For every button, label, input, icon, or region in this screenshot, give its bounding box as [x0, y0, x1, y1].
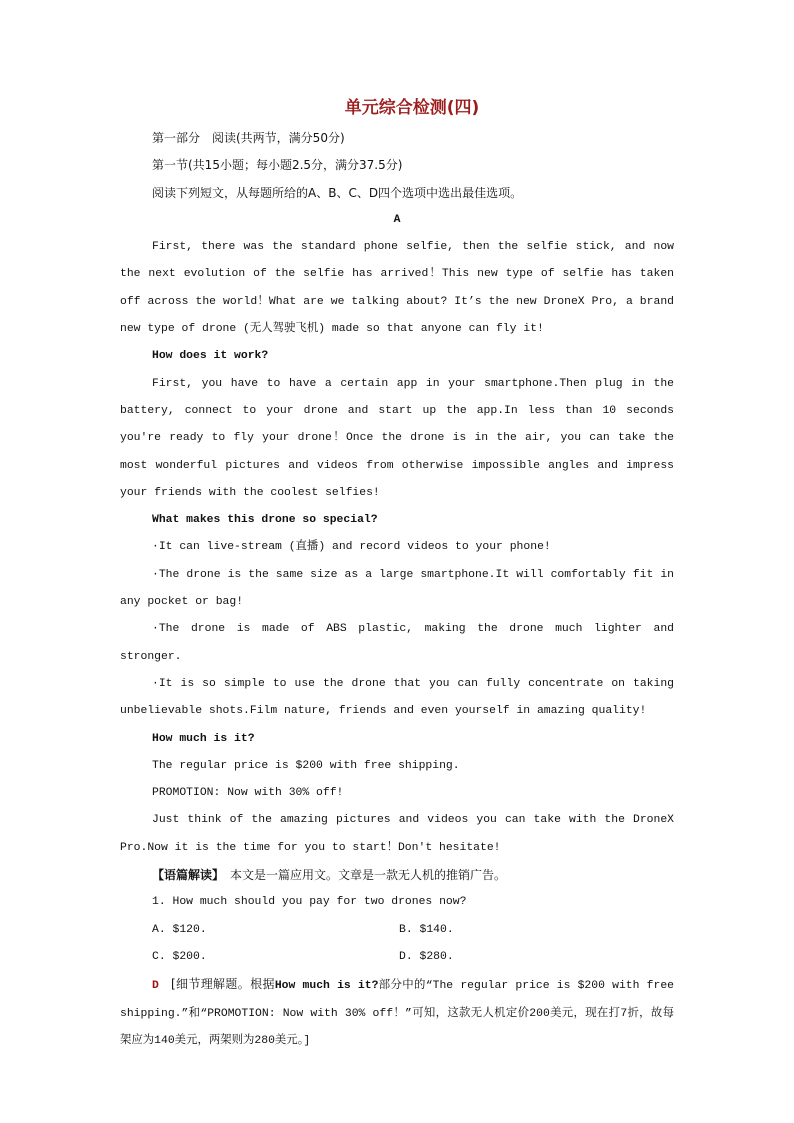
option-a: A. $120. [152, 923, 207, 936]
paragraph: Just think of the amazing pictures and videos you can take with the DroneX Pro.Now it is the time for you to start！Don't hesitate! [120, 814, 674, 854]
answer-letter: D [152, 980, 159, 993]
options-row [120, 917, 674, 944]
analysis-label: 【语篇解读】 [152, 868, 219, 883]
options-row [120, 944, 674, 971]
option-d: D. $280. [399, 950, 454, 963]
analysis [120, 862, 674, 889]
subheading: How does it work? [152, 350, 269, 363]
bullet-item: ·The drone is the same size as a large smartphone.It will comfortably fit in any pocket or bag! [120, 568, 674, 609]
bullet-item: ·The drone is made of ABS plastic, making the drone much lighter and stronger. [120, 623, 674, 663]
page-title: 单元综合检测(四) [344, 98, 480, 118]
section-subheading: 第一节(共15小题；每小题2.5分，满分37.5分) [152, 158, 403, 173]
paragraph: PROMOTION: Now with 30% off! [152, 787, 344, 800]
subheading: What makes this drone so special? [152, 514, 378, 527]
section-heading: 第一部分 阅读(共两节，满分50分) [152, 131, 345, 145]
explanation-bold: How much is it? [274, 980, 379, 993]
bullet-item: ·It is so simple to use the drone that you can fully concentrate on taking unbelievable shots.Film nature, friends and even yourself in amazing quality! [120, 677, 674, 718]
passage-label: A [393, 213, 401, 226]
bullet-item: ·It can live-stream (直播) and record videos to your phone! [152, 541, 551, 554]
paragraph: The regular price is $200 with free shipping. [152, 759, 460, 772]
paragraph: First, you have to have a certain app in your smartphone.Then plug in the battery, connect to your drone and start up the app.In less than 10 seconds you're ready to fly your drone！Once the drone is in the air, you can take the most wonderful pictures and videos from otherwise impossible angles and impress your friends with the coolest selfies! [120, 377, 674, 499]
explanation [120, 971, 674, 1055]
explanation-post: 部分中的“The regular price is $200 with free shipping.”和“PROMOTION: Now with 30% off！”可知，这款无人机定价200美元，现在打7折，故每架应为140美元，两架则为280美元。] [120, 980, 674, 1047]
subheading: How much is it? [152, 732, 255, 745]
explanation-pre: [细节理解题。根据 [170, 977, 275, 992]
instructions: 阅读下列短文，从每题所给的A、B、C、D四个选项中选出最佳选项。 [152, 185, 523, 200]
document-page [120, 95, 674, 1055]
option-b: B. $140. [399, 923, 454, 936]
option-c: C. $200. [152, 950, 207, 963]
question-stem: 1. How much should you pay for two drones now? [152, 896, 467, 909]
paragraph: First, there was the standard phone selfie, then the selfie stick, and now the next evolution of the selfie has arrived！This new type of selfie has taken off across the world！What are we talking about? It’s the new DroneX Pro, a brand new type of drone (无人驾驶飞机) made so that anyone can fly it! [120, 241, 674, 336]
analysis-text: 本文是一篇应用文。文章是一款无人机的推销广告。 [230, 868, 507, 883]
